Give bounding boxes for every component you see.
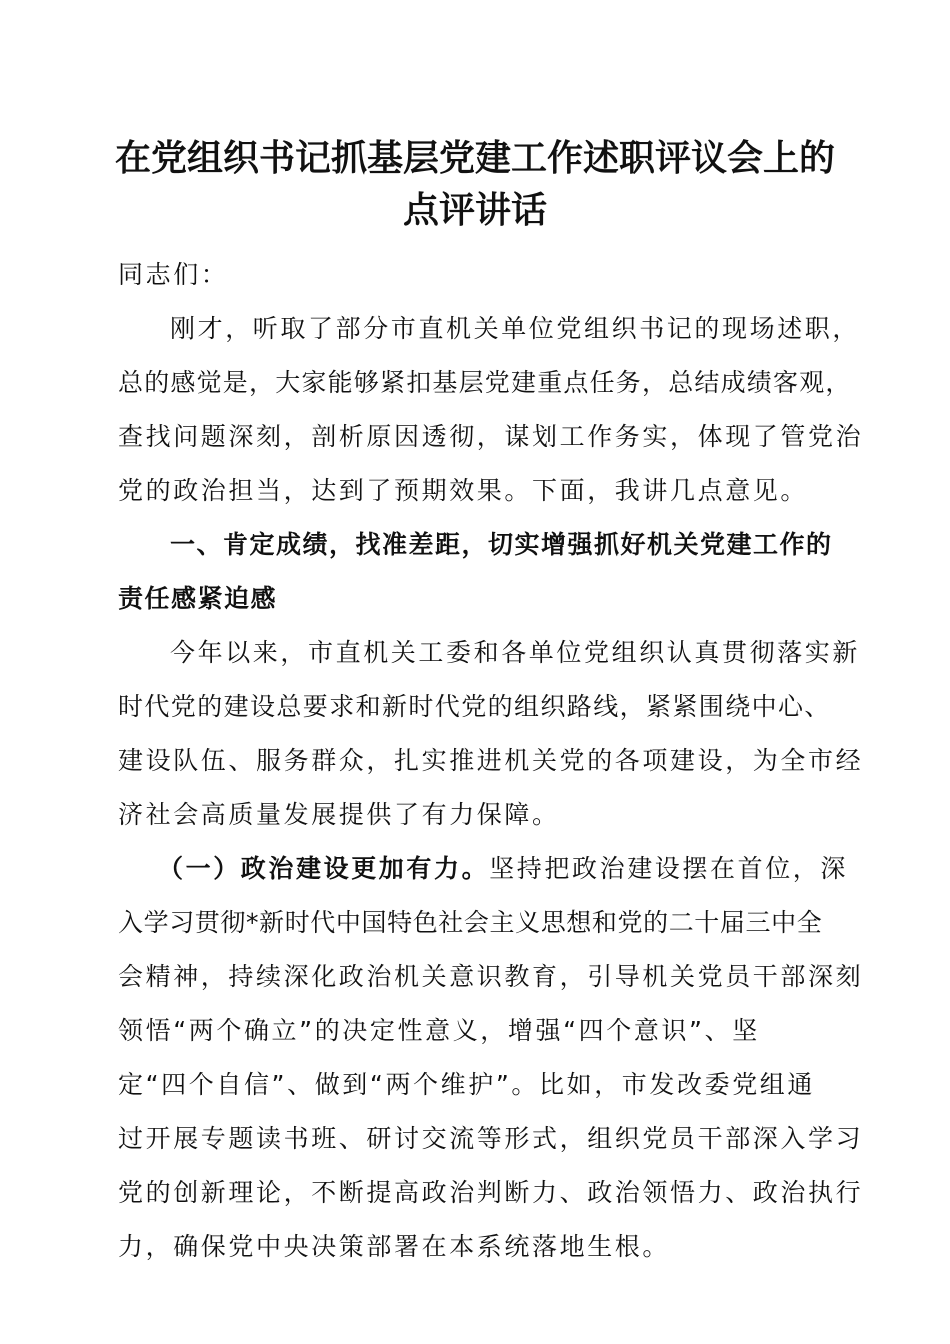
paragraph-line: 入学习贯彻*新时代中国特色社会主义思想和党的二十届三中全 (118, 908, 823, 937)
paragraph-line: 建设队伍、服务群众，扎实推进机关党的各项建设，为全市经 (118, 746, 864, 775)
paragraph-line: 今年以来，市直机关工委和各单位党组织认真贯彻落实新 (170, 638, 861, 667)
paragraph-line: 定“四个自信”、做到“两个维护”。比如，市发改委党组通 (118, 1070, 816, 1099)
paragraph-line: 力，确保党中央决策部署在本系统落地生根。 (118, 1232, 671, 1261)
paragraph-line: 领悟“两个确立”的决定性意义，增强“四个意识”、坚 (118, 1016, 760, 1045)
title-line-1: 在党组织书记抓基层党建工作述职评议会上的 (114, 137, 835, 179)
paragraph-line (118, 842, 849, 896)
title-line-2: 点评讲话 (402, 189, 547, 231)
paragraph-line: 查找问题深刻，剖析原因透彻，谋划工作务实，体现了管党治 (118, 422, 864, 451)
section-heading: 一、肯定成绩，找准差距，切实增强抓好机关党建工作的 (170, 530, 833, 559)
paragraph-line: 济社会高质量发展提供了有力保障。 (118, 800, 560, 829)
sub-heading: （一）政治建设更加有力。 (158, 854, 490, 883)
paragraph-line: 过开展专题读书班、研讨交流等形式，组织党员干部深入学习 (118, 1124, 864, 1153)
paragraph-text: 坚持把政治建设摆在首位，深 (489, 854, 849, 883)
paragraph-line: 会精神，持续深化政治机关意识教育，引导机关党员干部深刻 (118, 962, 864, 991)
paragraph-line: 党的创新理论，不断提高政治判断力、政治领悟力、政治执行 (118, 1178, 864, 1207)
paragraph-line: 刚才，听取了部分市直机关单位党组织书记的现场述职， (170, 314, 861, 343)
document-body (118, 248, 864, 1274)
paragraph-line: 总的感觉是，大家能够紧扣基层党建重点任务，总结成绩客观， (118, 368, 852, 397)
paragraph-line: 党的政治担当，达到了预期效果。下面，我讲几点意见。 (118, 476, 809, 505)
salutation: 同志们： (118, 260, 229, 289)
document-title (100, 132, 850, 236)
section-heading: 责任感紧迫感 (118, 584, 278, 613)
paragraph-line: 时代党的建设总要求和新时代党的组织路线，紧紧围绕中心、 (118, 692, 831, 721)
